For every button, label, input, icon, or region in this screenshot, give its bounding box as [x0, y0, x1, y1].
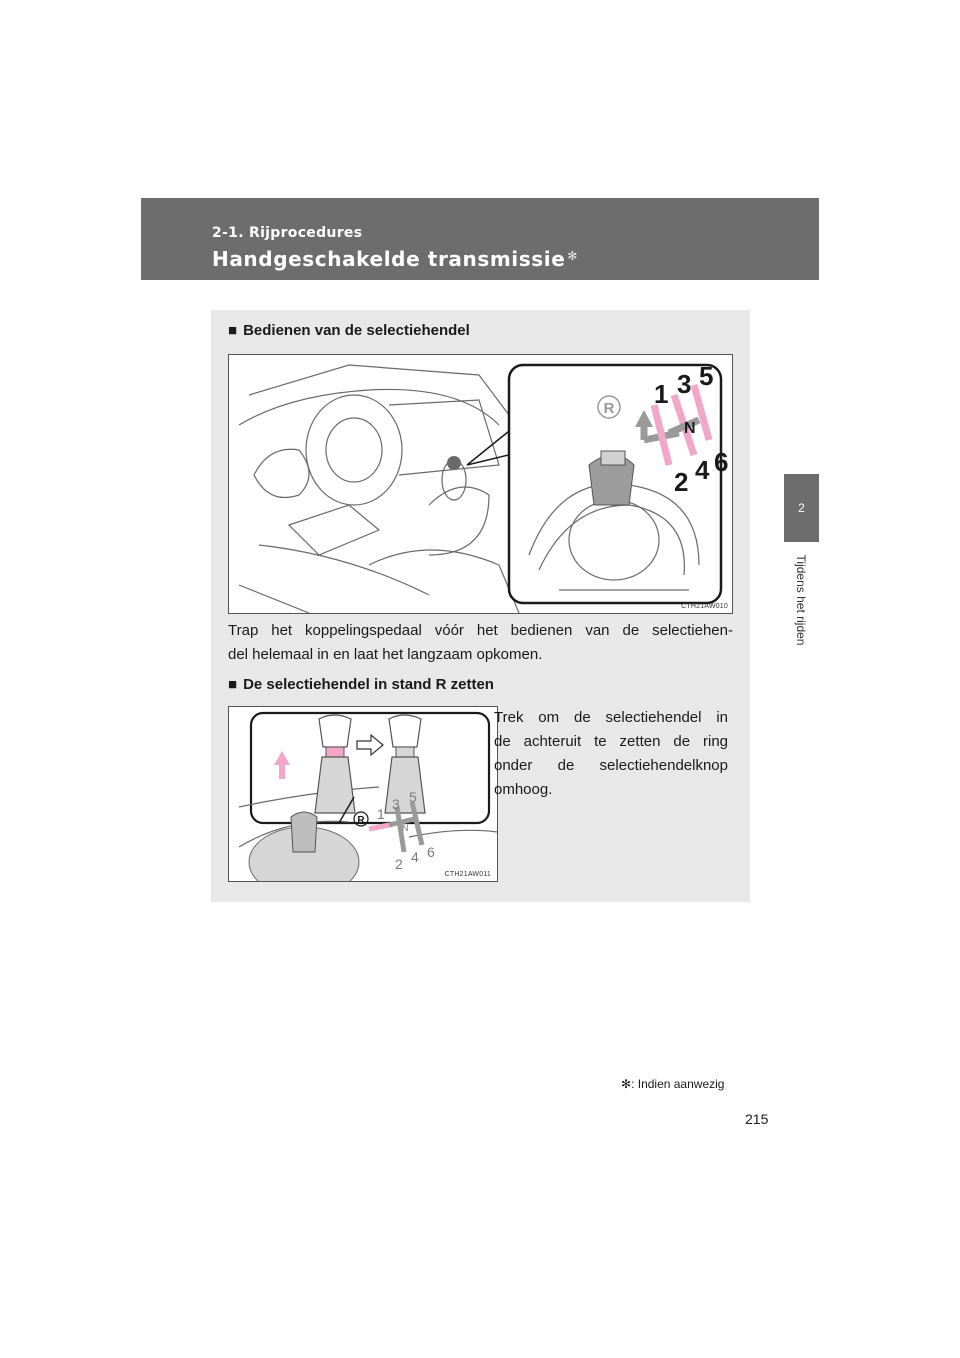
- gear-label-5-small: 5: [409, 789, 417, 805]
- gear-label-1: 1: [654, 379, 669, 409]
- gear-label-6: 6: [714, 447, 729, 477]
- gear-label-r: R: [603, 400, 615, 417]
- footnote: [621, 1077, 724, 1091]
- gear-lever-illustration: [229, 355, 732, 613]
- asterisk-mark: ✻: [621, 1077, 632, 1091]
- footnote-text: : Indien aanwezig: [631, 1077, 725, 1091]
- instruction-line: onder de selectiehendelknop: [494, 757, 728, 774]
- gear-label-4-small: 4: [411, 849, 419, 865]
- gear-label-n: N: [684, 420, 696, 437]
- instruction-line: del helemaal in en laat het langzaam opkomen.: [228, 646, 543, 663]
- instruction-line: de achteruit te zetten de ring: [494, 733, 728, 750]
- heading-text: De selectiehendel in stand R zetten: [243, 676, 494, 693]
- figure-reverse-ring: [228, 706, 498, 882]
- content-panel: [211, 310, 750, 902]
- page-title: [212, 247, 578, 271]
- gear-label-6-small: 6: [427, 844, 435, 860]
- reverse-instruction: [494, 706, 728, 802]
- heading-text: Bedienen van de selectiehendel: [243, 322, 470, 339]
- page-title-text: Handgeschakelde transmissie: [212, 247, 566, 271]
- gear-label-n-small: N: [402, 823, 409, 833]
- gear-label-2: 2: [674, 467, 689, 497]
- gear-label-3-small: 3: [392, 796, 400, 812]
- figure-code: CTH21AW011: [444, 871, 491, 878]
- figure-code: CTH21AW010: [681, 603, 728, 610]
- gear-label-r-small: R: [357, 815, 365, 826]
- section-heading-reverse: [228, 676, 494, 693]
- chapter-label: Tijdens het rijden: [794, 554, 808, 646]
- instruction-line: omhoog.: [494, 781, 553, 798]
- page-number: 215: [745, 1111, 769, 1127]
- operation-instruction: [228, 619, 733, 667]
- square-bullet-icon: ■: [228, 676, 238, 693]
- section-heading-operation: [228, 322, 470, 339]
- instruction-line: Trap het koppelingspedaal vóór het bedienen van de selectiehen-: [228, 622, 733, 639]
- header-band: [141, 198, 819, 280]
- instruction-line: Trek om de selectiehendel in: [494, 709, 728, 726]
- gear-label-1-small: 1: [377, 806, 385, 822]
- figure-gear-lever-overview: [228, 354, 733, 614]
- chapter-tab[interactable]: 2: [784, 474, 819, 542]
- gear-label-4: 4: [695, 455, 710, 485]
- section-label: 2-1. Rijprocedures: [212, 225, 363, 241]
- gear-label-5: 5: [699, 361, 714, 391]
- square-bullet-icon: ■: [228, 322, 238, 339]
- asterisk-mark: ✻: [567, 249, 579, 263]
- gear-label-2-small: 2: [395, 856, 403, 872]
- gear-label-3: 3: [677, 369, 692, 399]
- reverse-ring-illustration: [229, 707, 497, 881]
